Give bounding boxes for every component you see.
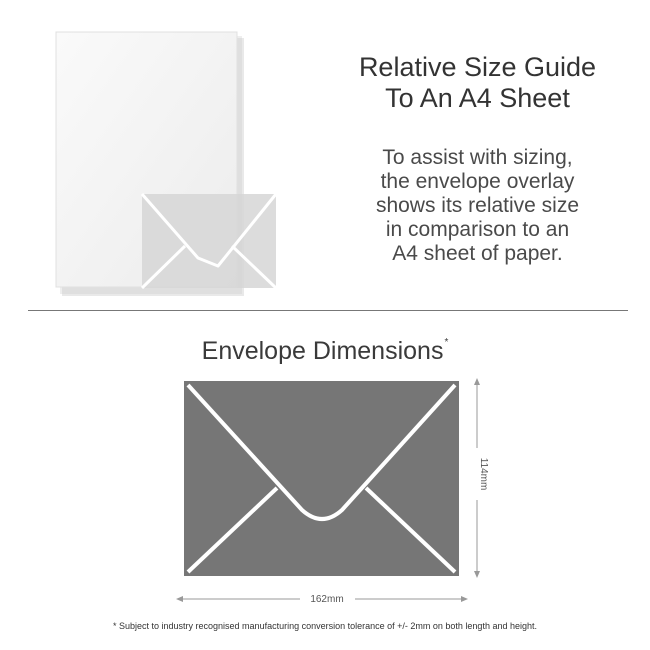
footnote: * Subject to industry recognised manufacturing conversion tolerance of +/- 2mm on both length and height. — [112, 621, 537, 631]
title-line-2: To An A4 Sheet — [385, 83, 570, 113]
width-label: 162mm — [310, 594, 344, 605]
envelope-overlay-icon — [142, 194, 276, 288]
description-line-5: A4 sheet of paper. — [392, 242, 563, 265]
a4-comparison-illustration — [0, 0, 300, 310]
dimensions-title-marker: * — [444, 337, 449, 348]
dimensions-title-text: Envelope Dimensions — [201, 337, 444, 365]
size-guide-description — [325, 146, 630, 266]
description-line-4: in comparison to an — [385, 218, 570, 241]
section-divider — [28, 310, 628, 311]
envelope-dimensions-diagram — [0, 360, 650, 610]
height-label: 114mm — [478, 457, 489, 491]
envelope-icon — [184, 381, 459, 576]
description-line-2: the envelope overlay — [380, 170, 575, 193]
page-title — [305, 52, 650, 114]
description-line-1: To assist with sizing, — [382, 146, 573, 169]
title-line-1: Relative Size Guide — [358, 52, 597, 82]
description-line-3: shows its relative size — [375, 194, 580, 217]
